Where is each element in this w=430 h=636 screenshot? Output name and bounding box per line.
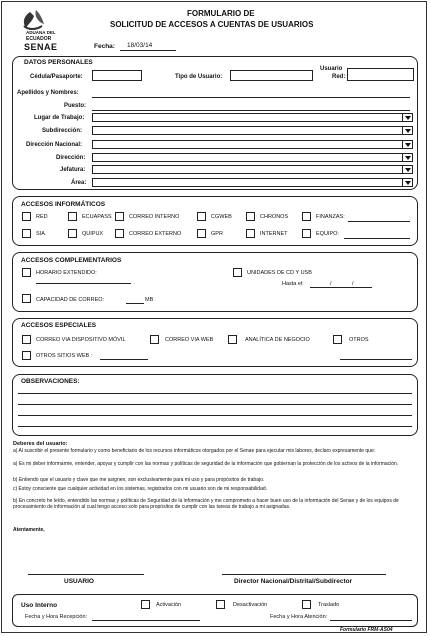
equipo-checkbox[interactable] bbox=[302, 229, 311, 238]
horario-extendido-label: HORARIO EXTENDIDO: bbox=[36, 270, 97, 276]
equipo-field[interactable] bbox=[344, 238, 410, 239]
logo-line-2: ECUADOR bbox=[26, 36, 52, 42]
accesos-especiales-title: ACCESOS ESPECIALES bbox=[21, 322, 97, 329]
sia-label: SIA bbox=[36, 231, 45, 237]
otros-sitios-web-field[interactable] bbox=[100, 359, 148, 360]
accesos-informaticos-title: ACCESOS INFORMÁTICOS bbox=[21, 201, 106, 208]
correo-web-checkbox[interactable] bbox=[150, 335, 159, 344]
chronos-checkbox[interactable] bbox=[246, 212, 255, 221]
recepcion-label: Fecha y Hora Recepción: bbox=[25, 614, 88, 620]
hasta-label: Hasta el: bbox=[282, 281, 304, 287]
observaciones-line-3[interactable] bbox=[18, 415, 412, 416]
ecuapass-label: ECUAPASS bbox=[82, 214, 112, 220]
uso-interno-title: Uso Interno bbox=[21, 602, 58, 609]
deberes-title: Deberes del usuario: bbox=[13, 441, 68, 447]
desactivacion-checkbox[interactable] bbox=[216, 600, 225, 609]
correo-externo-label: CORREO EXTERNO bbox=[129, 231, 182, 237]
usuario-signature-line[interactable] bbox=[28, 574, 144, 575]
finanzas-field[interactable] bbox=[348, 221, 410, 222]
observaciones-line-1[interactable] bbox=[18, 393, 412, 394]
analitica-label: ANALÍTICA DE NEGOCIO bbox=[245, 337, 310, 343]
correo-movil-label: CORREO VIA DISPOSITIVO MÓVIL bbox=[36, 337, 126, 343]
ecuapass-checkbox[interactable] bbox=[68, 212, 77, 221]
activacion-label: Activación bbox=[156, 602, 182, 608]
logo-line-1: ADUANA DEL bbox=[26, 30, 56, 35]
correo-externo-checkbox[interactable] bbox=[115, 229, 124, 238]
direccion-select[interactable] bbox=[92, 153, 413, 162]
atentamente-label: Atentamente, bbox=[13, 527, 45, 533]
subdireccion-select[interactable] bbox=[92, 126, 413, 135]
correo-web-label: CORREO VIA WEB bbox=[165, 337, 214, 343]
tipo-usuario-label: Tipo de Usuario: bbox=[175, 74, 223, 80]
cgweb-checkbox[interactable] bbox=[197, 212, 206, 221]
finanzas-label: FINANZAS: bbox=[316, 214, 345, 220]
analitica-checkbox[interactable] bbox=[228, 335, 237, 344]
correo-interno-checkbox[interactable] bbox=[115, 212, 124, 221]
recepcion-field[interactable] bbox=[92, 620, 200, 621]
fecha-value: 18/03/14 bbox=[127, 42, 153, 49]
chevron-down-icon bbox=[402, 141, 412, 148]
chevron-down-icon bbox=[402, 127, 412, 134]
correo-interno-label: CORREO INTERNO bbox=[129, 214, 180, 220]
director-signature-line[interactable] bbox=[222, 574, 386, 575]
direccion-nacional-label: Dirección Nacional: bbox=[26, 142, 83, 148]
desactivacion-label: Desactivación bbox=[233, 602, 268, 608]
horario-extendido-field[interactable] bbox=[36, 283, 131, 284]
cedula-field[interactable] bbox=[92, 70, 142, 81]
logo-line-3: SENAE bbox=[24, 42, 58, 52]
deberes-para-b: b) Entiendo que el usuario y clave que me asignen, son exclusivamente para mi uso y para propósitos de trabajo. bbox=[13, 477, 265, 483]
hasta-slash-1: / bbox=[330, 281, 332, 287]
form-title-line1: FORMULARIO DE bbox=[187, 9, 255, 18]
usuario-signature-label: USUARIO bbox=[64, 578, 94, 585]
chronos-label: CHRONOS bbox=[260, 214, 289, 220]
observaciones-line-4[interactable] bbox=[18, 426, 412, 427]
form-title-line2: SOLICITUD DE ACCESOS A CUENTAS DE USUARIOS bbox=[110, 20, 314, 29]
apellidos-label: Apellidos y Nombres: bbox=[17, 90, 79, 96]
unidades-cd-usb-label: UNIDADES DE CD Y USB bbox=[247, 270, 312, 276]
fecha-underline bbox=[120, 50, 176, 51]
subdireccion-label: Subdirección: bbox=[42, 128, 83, 134]
horario-extendido-checkbox[interactable] bbox=[22, 268, 31, 277]
datos-personales-title: DATOS PERSONALES bbox=[24, 59, 93, 66]
chevron-down-icon bbox=[402, 154, 412, 161]
finanzas-checkbox[interactable] bbox=[302, 212, 311, 221]
form-page bbox=[1, 1, 427, 633]
atencion-label: Fecha y Hora Atención: bbox=[270, 614, 328, 620]
deberes-para-a: a) Al suscribir el presente formulario y como beneficiario de los recursos informáticos otorgados por el Senae para ejecutar mis labores, declaro expresamente que: bbox=[13, 448, 376, 454]
gpr-checkbox[interactable] bbox=[197, 229, 206, 238]
unidades-cd-usb-checkbox[interactable] bbox=[233, 268, 242, 277]
hasta-slash-2: / bbox=[352, 281, 354, 287]
observaciones-title: OBSERVACIONES: bbox=[21, 378, 80, 385]
chevron-down-icon bbox=[402, 166, 412, 173]
direccion-nacional-select[interactable] bbox=[92, 140, 413, 149]
gpr-label: GPR bbox=[211, 231, 223, 237]
deberes-para-b2: b) En concreto he leído, entendido las normas y políticas de Seguridad de la información y me comprometo a hacer buen uso de la información del Senae y de los equipos de procesamiento de información al cual tengo acceso solo para propósitos de cumplir con las tareas de trabajo a mi asignadas. bbox=[13, 498, 399, 511]
puesto-label: Puesto: bbox=[64, 103, 87, 109]
otros-sitios-web-label: OTROS SITIOS WEB : bbox=[36, 353, 93, 359]
equipo-label: EQUIPO: bbox=[316, 231, 339, 237]
atencion-field[interactable] bbox=[330, 620, 412, 621]
jefatura-label: Jefatura: bbox=[60, 167, 86, 173]
traslado-label: Traslado bbox=[318, 602, 340, 608]
jefatura-select[interactable] bbox=[92, 165, 413, 174]
sia-checkbox[interactable] bbox=[22, 229, 31, 238]
internet-checkbox[interactable] bbox=[246, 229, 255, 238]
apellidos-field[interactable] bbox=[92, 97, 410, 98]
usuario-red-label-2: Red: bbox=[332, 74, 346, 80]
mb-label: MB bbox=[145, 297, 154, 303]
senae-logo bbox=[16, 8, 76, 52]
uso-interno-section bbox=[12, 594, 418, 627]
cgweb-label: CGWEB bbox=[211, 214, 232, 220]
puesto-field[interactable] bbox=[92, 110, 410, 111]
otros-sitios-web-checkbox[interactable] bbox=[22, 351, 31, 360]
area-select[interactable] bbox=[92, 178, 413, 187]
capacidad-correo-label: CAPACIDAD DE CORREO: bbox=[36, 297, 105, 303]
lugar-select[interactable] bbox=[92, 113, 413, 122]
chevron-down-icon bbox=[402, 114, 412, 121]
usuario-red-field[interactable] bbox=[347, 68, 414, 81]
chevron-down-icon bbox=[402, 179, 412, 186]
fecha-label: Fecha: bbox=[94, 43, 115, 50]
red-checkbox[interactable] bbox=[22, 212, 31, 221]
area-label: Área: bbox=[71, 180, 87, 186]
red-label: RED bbox=[36, 214, 48, 220]
observaciones-line-2[interactable] bbox=[18, 404, 412, 405]
usuario-red-label-1: Usuario bbox=[320, 66, 343, 72]
deberes-para-c: c) Estoy consciente que cualquier actividad en los sistemas, registrados con mi usuario son de mi responsabilidad. bbox=[13, 486, 268, 492]
footer-form-code: Formulario FRM-AS04 bbox=[340, 627, 393, 633]
lugar-label: Lugar de Trabajo: bbox=[34, 115, 85, 121]
otros-label: OTROS bbox=[349, 337, 369, 343]
quipux-label: QUIPUX bbox=[82, 231, 104, 237]
quipux-checkbox[interactable] bbox=[68, 229, 77, 238]
direccion-label: Dirección: bbox=[56, 155, 86, 161]
capacidad-correo-checkbox[interactable] bbox=[22, 294, 31, 303]
hasta-field[interactable] bbox=[310, 287, 372, 288]
internet-label: INTERNET bbox=[260, 231, 288, 237]
capacidad-correo-field[interactable] bbox=[126, 303, 144, 304]
otros-field[interactable] bbox=[340, 359, 412, 360]
activacion-checkbox[interactable] bbox=[141, 600, 150, 609]
tipo-usuario-field[interactable] bbox=[230, 70, 313, 81]
accesos-complementarios-title: ACCESOS COMPLEMENTARIOS bbox=[21, 257, 122, 264]
director-signature-label: Director Nacional/Distrital/Subdirector bbox=[234, 578, 353, 585]
correo-movil-checkbox[interactable] bbox=[22, 335, 31, 344]
deberes-para-a1: a) Es mi deber informarme, entender, apoyar y cumplir con las normas y políticas de seguridad de la información que gobiernan la protección de los activos de la información. bbox=[13, 461, 399, 467]
traslado-checkbox[interactable] bbox=[302, 600, 311, 609]
otros-checkbox[interactable] bbox=[333, 335, 342, 344]
cedula-label: Cédula/Pasaporte: bbox=[30, 74, 83, 80]
